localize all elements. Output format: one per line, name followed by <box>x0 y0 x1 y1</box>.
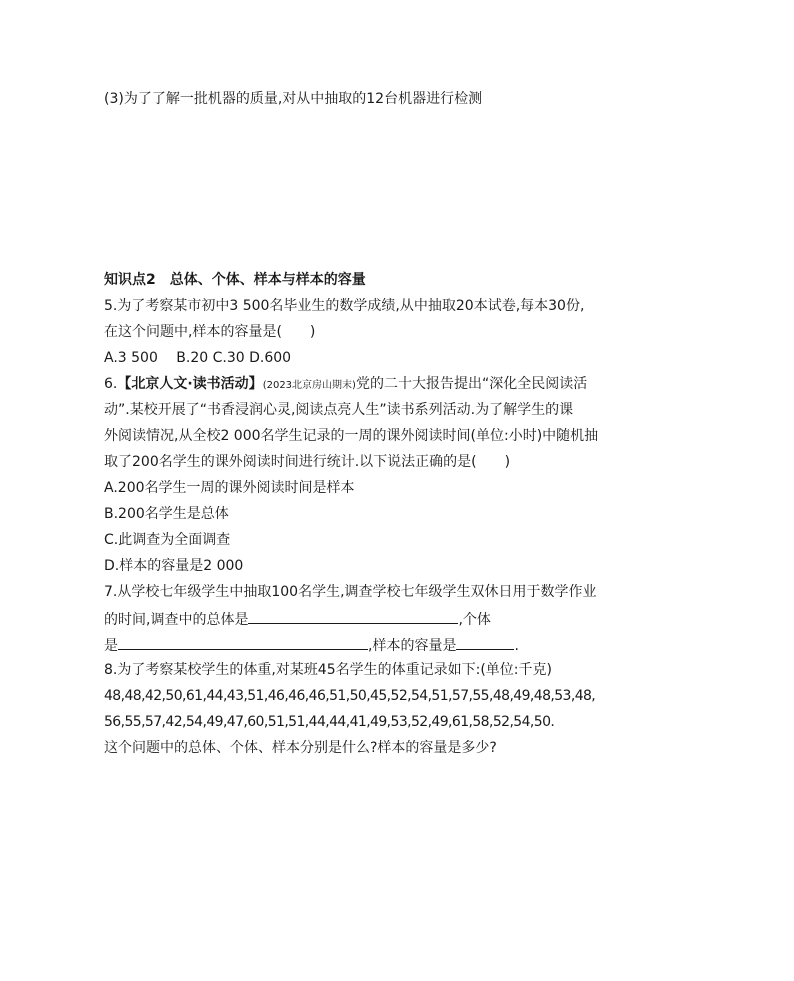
q5-options: A.3 500 B.20 C.30 D.600 <box>104 350 292 366</box>
q7-line-1: 7.从学校七年级学生中抽取100名学生,调查学校七年级学生双休日用于数学作业 <box>104 584 597 600</box>
q7-line-3-start: 是 <box>104 638 118 654</box>
q6-line-2: 动”.某校开展了“书香浸润心灵,阅读点亮人生”读书系列活动.为了解学生的课 <box>104 402 574 418</box>
q6-line-3: 外阅读情况,从全校2 000名学生记录的一周的课外阅读时间(单位:小时)中随机抽 <box>104 428 599 444</box>
q7-line-3-end: . <box>514 638 519 654</box>
q7-sample-size-blank[interactable] <box>456 635 514 650</box>
q6-tag: 【北京人文·读书活动】 <box>117 376 263 392</box>
q6-line-4: 取了200名学生的课外阅读时间进行统计.以下说法正确的是( ) <box>104 454 511 470</box>
q7-individual-blank[interactable] <box>118 635 368 650</box>
section-heading: 知识点2 总体、个体、样本与样本的容量 <box>104 272 366 288</box>
q8-data-line-2: 56,55,57,42,54,49,47,60,51,51,44,44,41,49,53,52,49,61,58,52,54,50. <box>104 714 555 730</box>
q7-line-3-mid: ,样本的容量是 <box>368 638 457 654</box>
q6-source: (2023北京房山期末) <box>262 380 356 391</box>
q7-line-2 <box>104 609 491 629</box>
q6-number: 6. <box>104 376 118 392</box>
q6-line-1-rest: 党的二十大报告提出“深化全民阅读活 <box>355 376 588 392</box>
q6-option-d: D.样本的容量是2 000 <box>104 558 244 574</box>
q6-line-1 <box>104 375 587 395</box>
q6-option-c: C.此调查为全面调查 <box>104 532 231 548</box>
q7-population-blank[interactable] <box>248 609 458 624</box>
q5-line-2: 在这个问题中,样本的容量是( ) <box>104 324 316 340</box>
q7-line-3 <box>104 635 519 655</box>
q8-question: 这个问题中的总体、个体、样本分别是什么?样本的容量是多少? <box>104 740 497 756</box>
intro-item: (3)为了了解一批机器的质量,对从中抽取的12台机器进行检测 <box>104 91 483 107</box>
q8-line-1: 8.为了考察某校学生的体重,对某班45名学生的体重记录如下:(单位:千克) <box>104 662 552 678</box>
q7-line-2-end: ,个体 <box>458 612 491 628</box>
q7-line-2-start: 的时间,调查中的总体是 <box>104 612 249 628</box>
q5-line-1: 5.为了考察某市初中3 500名毕业生的数学成绩,从中抽取20本试卷,每本30份, <box>104 298 585 314</box>
q6-option-b: B.200名学生是总体 <box>104 506 229 522</box>
q6-option-a: A.200名学生一周的课外阅读时间是样本 <box>104 480 355 496</box>
q8-data-line-1: 48,48,42,50,61,44,43,51,46,46,46,51,50,45,52,54,51,57,55,48,49,48,53,48, <box>104 688 596 704</box>
